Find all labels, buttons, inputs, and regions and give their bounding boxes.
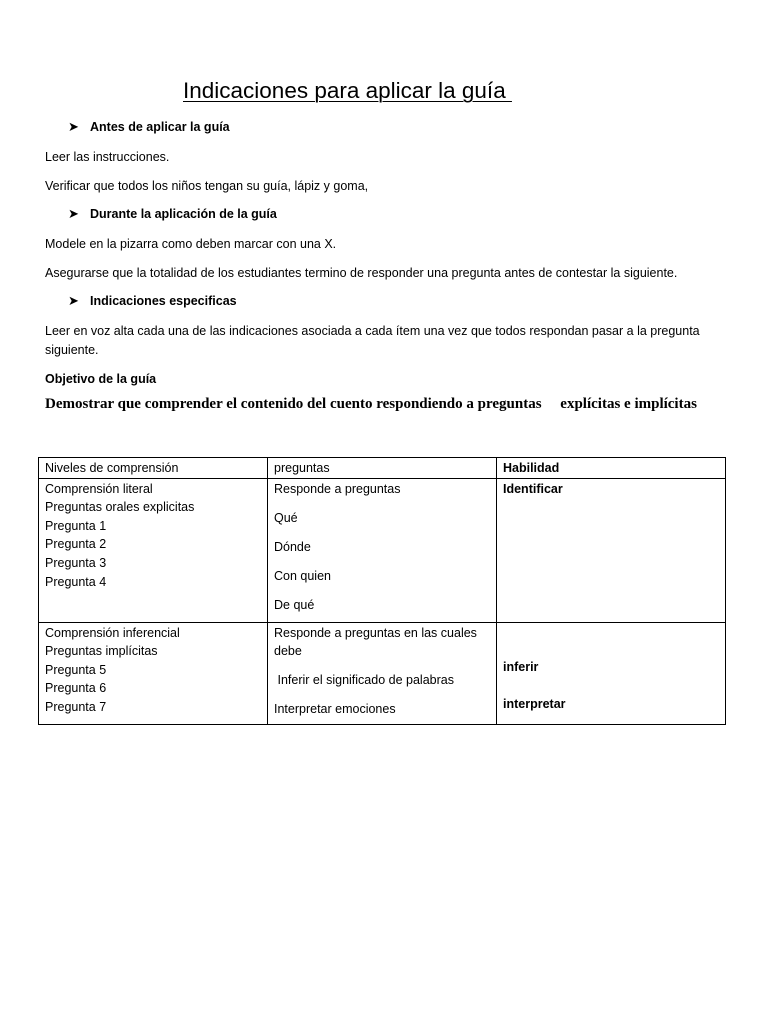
cell-line: Pregunta 3 xyxy=(45,555,107,570)
cell-line: Comprensión literal xyxy=(45,481,153,496)
page-title: Indicaciones para aplicar la guía xyxy=(183,78,512,103)
cell-line: Preguntas orales explicitas xyxy=(45,500,195,515)
table-row xyxy=(39,478,726,622)
cell-line: Comprensión inferencial xyxy=(45,625,180,640)
cell-line: Inferir el significado de palabras xyxy=(274,673,454,688)
table-cell xyxy=(39,478,268,622)
paragraph: Verificar que todos los niños tengan su guía, lápiz y goma, xyxy=(45,179,369,193)
cell-line: Responde a preguntas en las cuales debe xyxy=(274,625,477,659)
table-cell xyxy=(39,622,268,724)
arrow-bullet-icon: ➤ xyxy=(68,293,79,308)
table-cell xyxy=(497,478,726,622)
cell-line: Qué xyxy=(274,510,298,525)
table-row xyxy=(39,622,726,724)
table-header-cell: preguntas xyxy=(268,458,497,479)
section-heading-label: Durante la aplicación de la guía xyxy=(90,207,277,221)
objective-label: Objetivo de la guía xyxy=(45,372,157,386)
cell-line: Con quien xyxy=(274,568,331,583)
cell-line: Responde a preguntas xyxy=(274,481,401,496)
cell-line: inferir xyxy=(503,659,539,674)
cell-line: Pregunta 5 xyxy=(45,662,107,677)
section-heading-label: Antes de aplicar la guía xyxy=(90,120,230,134)
cell-line: Pregunta 6 xyxy=(45,681,107,696)
table-cell xyxy=(497,622,726,724)
section-heading-label: Indicaciones especificas xyxy=(90,294,237,308)
cell-line: Pregunta 4 xyxy=(45,574,107,589)
objective-text: Demostrar que comprender el contenido del cuento respondiendo a preguntas explícitas e implícitas xyxy=(45,396,697,412)
cell-line: Pregunta 2 xyxy=(45,537,107,552)
section-heading-specific xyxy=(68,293,237,309)
table-cell xyxy=(268,622,497,724)
paragraph: Leer las instrucciones. xyxy=(45,150,170,164)
paragraph: Modele en la pizarra como deben marcar con una X. xyxy=(45,237,337,251)
paragraph: Asegurarse que la totalidad de los estudiantes termino de responder una pregunta antes de contestar la siguiente. xyxy=(45,266,678,280)
cell-line: Identificar xyxy=(503,481,563,496)
cell-line: De qué xyxy=(274,597,315,612)
table-header-cell: Habilidad xyxy=(497,458,726,479)
cell-line: Pregunta 7 xyxy=(45,699,107,714)
table-cell xyxy=(268,478,497,622)
table-header-cell: Niveles de comprensión xyxy=(39,458,268,479)
arrow-bullet-icon: ➤ xyxy=(68,119,79,134)
comprehension-table xyxy=(38,457,726,725)
table-header-row xyxy=(39,458,726,479)
cell-line: Interpretar emociones xyxy=(274,702,396,717)
cell-line: interpretar xyxy=(503,697,566,712)
section-heading-before xyxy=(68,119,230,135)
arrow-bullet-icon: ➤ xyxy=(68,206,79,221)
cell-line: Dónde xyxy=(274,539,311,554)
cell-line: Preguntas implícitas xyxy=(45,644,158,659)
cell-line: Pregunta 1 xyxy=(45,518,107,533)
paragraph: Leer en voz alta cada una de las indicaciones asociada a cada ítem una vez que todos respondan pasar a la pregunta siguiente. xyxy=(45,324,700,357)
section-heading-during xyxy=(68,206,277,222)
